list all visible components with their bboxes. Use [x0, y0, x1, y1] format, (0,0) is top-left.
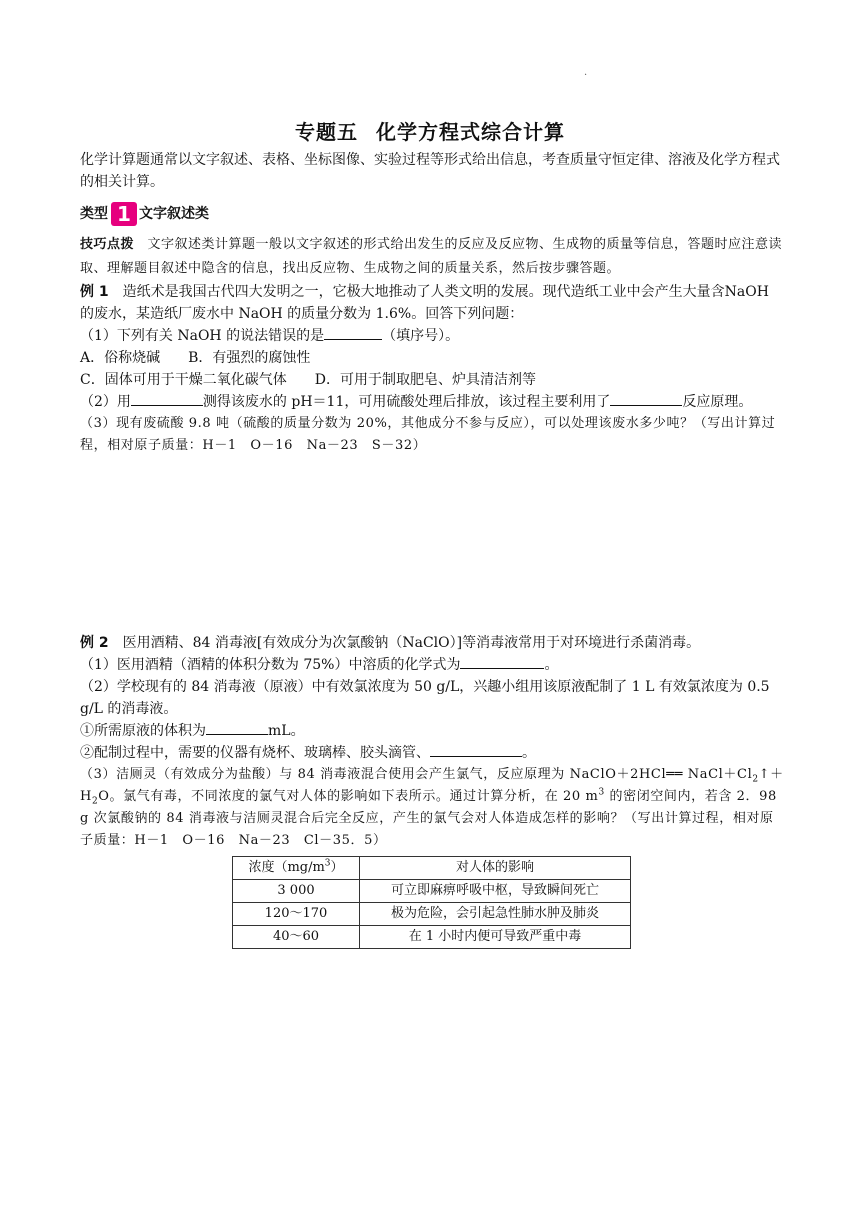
example1-q1: （1）下列有关 NaOH 的说法错误的是 （填序号）。	[80, 325, 784, 347]
chlorine-effect-table	[232, 856, 631, 949]
table-cell-effect: 极为危险，会引起急性肺水肿及肺炎	[360, 903, 631, 926]
answer-blank	[430, 742, 522, 757]
example1-q3: （3）现有废硫酸 9.8 吨（硫酸的质量分数为 20%，其他成分不参与反应），可以处理该废水多少吨？（写出计算过程，相对原子质量：H－1 O－16 Na－23 S－32）	[80, 416, 776, 453]
table-cell-effect: 可立即麻痹呼吸中枢，导致瞬间死亡	[360, 880, 631, 903]
table-row	[233, 880, 631, 903]
example2-q3: （3）洁厕灵（有效成分为盐酸）与 84 消毒液混合使用会产生氯气，反应原理为 NaClO＋2HCl══ $NaCl+Cl_2↑+H_2O$。氯气有毒，不同浓度的氯气对人体的影响如下表所示。通过计算分析，在 20 $m^3$ 的密闭空间内，若含 2．98 g 次氯酸钠的 84 消毒液与洁厕灵混合后完全反应，产生的氯气会对人体造成怎样的影响？（写出计算过程，相对原子质量：H－1 O－16 Na－23 Cl－35．5）	[80, 767, 784, 848]
table-header-row	[233, 857, 631, 880]
content	[80, 149, 784, 949]
answer-blank	[324, 325, 382, 340]
example1-q2: （2）用 测得该废水的 pH＝11，可用硫酸处理后排放，该过程主要利用了 反应原理。	[80, 391, 784, 413]
example2-stem: 例 2 医用酒精、84 消毒液[有效成分为次氯酸钠（NaClO）]等消毒液常用于对环境进行杀菌消毒。	[80, 635, 701, 651]
answer-blank	[206, 720, 268, 735]
example2-label: 例 2	[80, 635, 109, 651]
type-number-badge: 1	[111, 202, 137, 226]
table-cell-concentration: 40～60	[233, 926, 360, 949]
answer-blank	[460, 654, 544, 669]
tip-text: 文字叙述类计算题一般以文字叙述的形式给出发生的反应及反应物、生成物的质量等信息，答题时应注意读取、理解题目叙述中隐含的信息，找出反应物、生成物之间的质量关系，然后按步骤答题。	[80, 237, 783, 276]
type-name: 文字叙述类	[139, 206, 209, 222]
page-title	[0, 116, 860, 145]
answer-blank	[610, 391, 682, 406]
tip-label: 技巧点拨	[80, 237, 135, 252]
title-part1: 专题五	[295, 120, 358, 144]
table-cell-concentration: 3 000	[233, 880, 360, 903]
type-prefix: 类型	[80, 206, 108, 222]
example1-options-cd: C．固体可用于干燥二氧化碳气体 D．可用于制取肥皂、炉具清洁剂等	[80, 372, 536, 388]
table-cell-concentration: 120～170	[233, 903, 360, 926]
example1-label: 例 1	[80, 284, 109, 300]
example2-q2-1: ①所需原液的体积为 mL。	[80, 720, 784, 742]
example2-q2-2: ②配制过程中，需要的仪器有烧杯、玻璃棒、胶头滴管、 。	[80, 742, 784, 764]
example1-options-ab: A．俗称烧碱 B．有强烈的腐蚀性	[80, 350, 311, 366]
example1-stem: 例 1 造纸术是我国古代四大发明之一，它极大地推动了人类文明的发展。现代造纸工业中会产生大量含NaOH 的废水，某造纸厂废水中 NaOH 的质量分数为 1.6%。回答下列问题：	[80, 284, 769, 322]
example2-q2: （2）学校现有的 84 消毒液（原液）中有效氯浓度为 50 g/L，兴趣小组用该原液配制了 1 L 有效氯浓度为 0.5 g/L 的消毒液。	[80, 679, 770, 717]
table-row	[233, 903, 631, 926]
table-header-effect: 对人体的影响	[360, 857, 631, 880]
example2-q1: （1）医用酒精（酒精的体积分数为 75%）中溶质的化学式为 。	[80, 654, 784, 676]
table-cell-effect: 在 1 小时内便可导致严重中毒	[360, 926, 631, 949]
header-dot: ·	[584, 70, 588, 81]
title-part2: 化学方程式综合计算	[376, 120, 565, 144]
answer-blank	[131, 391, 203, 406]
intro-paragraph: 化学计算题通常以文字叙述、表格、坐标图像、实验过程等形式给出信息，考查质量守恒定律、溶液及化学方程式的相关计算。	[80, 152, 780, 190]
table-header-concentration: 浓度$(mg/m^3)$	[233, 857, 360, 880]
table-row	[233, 926, 631, 949]
tip-paragraph	[80, 233, 784, 281]
answer-space	[80, 457, 784, 632]
type-heading	[80, 201, 784, 227]
